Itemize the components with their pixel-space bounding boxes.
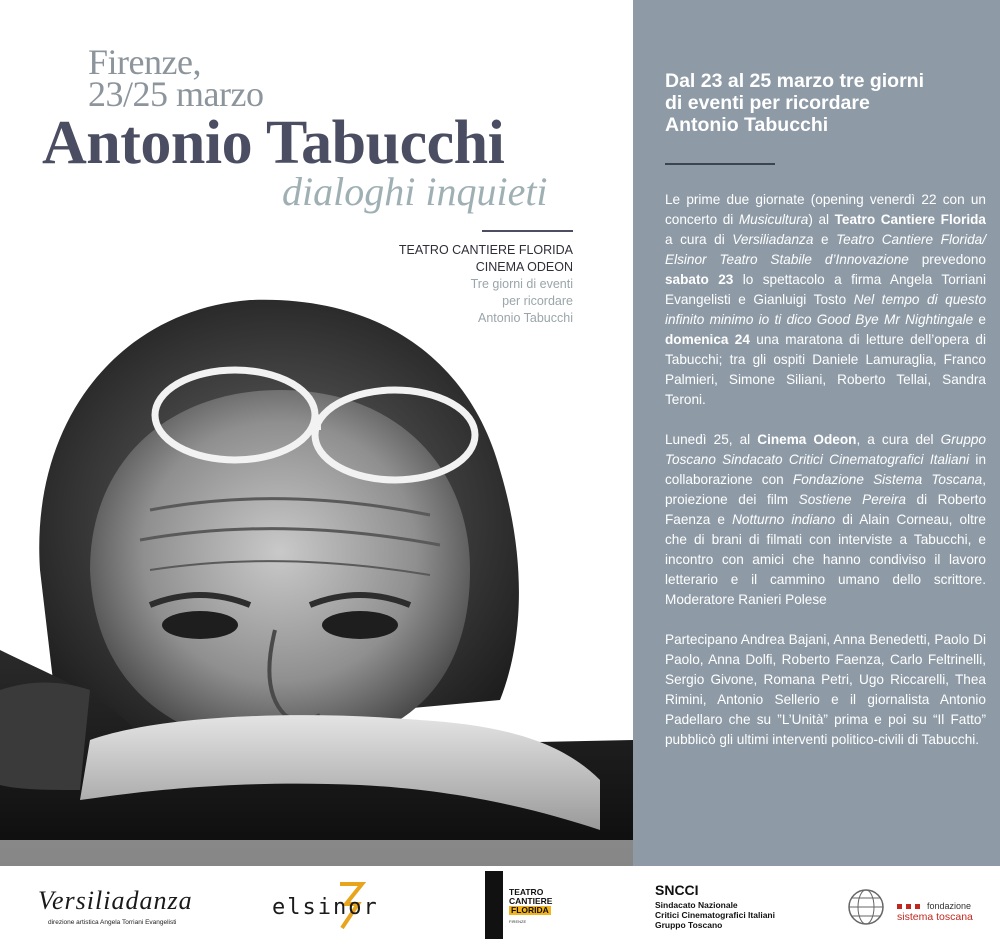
p1-run: domenica 24 bbox=[665, 332, 750, 347]
fondazione-sistema-toscana-logo bbox=[845, 866, 985, 945]
headline-divider bbox=[665, 163, 775, 165]
p2-run: Notturno indiano bbox=[732, 512, 836, 527]
sponsor-footer bbox=[0, 866, 1000, 945]
p2-run: Sostiene Pereira bbox=[798, 492, 906, 507]
p2-run: Lunedì 25, al bbox=[665, 432, 758, 447]
p1-run: Musicultura bbox=[738, 212, 809, 227]
teatro-line-1: TEATRO bbox=[509, 887, 544, 897]
headline-line-3: Antonio Tabucchi bbox=[665, 114, 829, 136]
tagline-line-2: per ricordare bbox=[502, 294, 573, 308]
teatro-florida-mark-icon bbox=[485, 871, 503, 939]
venue-cinema: CINEMA ODEON bbox=[475, 260, 573, 274]
teatro-florida-highlight: FLORIDA bbox=[511, 905, 549, 915]
versiliadanza-wordmark: Versiliadanza bbox=[38, 886, 193, 915]
teatro-florida-logo bbox=[485, 866, 575, 945]
p3-run: Partecipano Andrea Bajani, Anna Benedetti, Paolo Di Paolo, Anna Dolfi, Roberto Faenza, Carlo Feltrinelli, Sergio Givone, Romana Petri, Ugo Riccarelli, Thea Rimini, Antonio Sellerio e il giornalista Antonio Padellaro che su ”L’Unità” prima e poi su “Il Fatto” pubblicò gli ultimi interventi politico-civili di Tabucchi. bbox=[665, 632, 986, 747]
event-title: Antonio Tabucchi bbox=[42, 109, 505, 177]
paragraph-participants bbox=[665, 630, 986, 750]
tagline-line-1: Tre giorni di eventi bbox=[470, 277, 573, 291]
sncci-logo bbox=[655, 866, 815, 945]
p2-run: di Roberto Faenza e bbox=[665, 492, 987, 527]
sncci-title: SNCCI bbox=[655, 882, 699, 898]
event-subtitle: dialoghi inquieti bbox=[282, 169, 548, 214]
event-dates: 23/25 marzo bbox=[88, 74, 264, 114]
p1-run: sabato 23 bbox=[665, 272, 734, 287]
p2-run: Cinema Odeon bbox=[757, 432, 857, 447]
title-divider bbox=[482, 230, 573, 232]
p1-run: una maratona di letture dell’opera di Tabucchi; tra gli ospiti Daniele Lamuraglia, Franco Palmieri, Simone Siliani, Roberto Tellai, Sandra Teroni. bbox=[665, 332, 986, 407]
elsinor-wordmark: elsinor bbox=[272, 895, 379, 920]
p1-run: ) al bbox=[808, 212, 835, 227]
p1-run: a cura di bbox=[665, 232, 733, 247]
p2-run: di Alain Corneau, oltre che di brani di filmati con interviste a Tabucchi, e incontro con amici che hanno condiviso il lavoro letterario e il cammino umano dello scrittore. Moderatore Ranieri Polese bbox=[665, 512, 986, 607]
p2-run: , a cura del bbox=[856, 432, 941, 447]
p2-run: in collaborazione con bbox=[665, 452, 987, 487]
p2-run: Gruppo Toscano Sindacato Critici Cinematografici Italiani bbox=[665, 432, 986, 467]
sistema-toscana-label: sistema toscana bbox=[897, 911, 973, 923]
teatro-line-2: CANTIERE bbox=[509, 896, 553, 906]
versiliadanza-logo bbox=[36, 866, 236, 945]
paragraph-day-3 bbox=[665, 430, 986, 610]
p1-run: Nel tempo di questo infinito minimo io ti dico Good Bye Mr Nightingale bbox=[665, 292, 986, 327]
versiliadanza-caption: direzione artistica Angela Torriani Evangelisti bbox=[48, 919, 177, 926]
p1-run: e bbox=[973, 312, 986, 327]
p1-run: Le prime due giornate (opening venerdì 22 con un concerto di bbox=[665, 192, 986, 227]
sncci-line-2: Critici Cinematografici Italiani bbox=[655, 910, 775, 920]
p1-run: Versiliadanza bbox=[732, 232, 814, 247]
p1-run: lo spettacolo a firma Angela Torriani Evangelisti e Gianluigi Tosto bbox=[665, 272, 986, 307]
event-city: Firenze, bbox=[88, 42, 201, 82]
tagline-line-3: Antonio Tabucchi bbox=[478, 311, 573, 325]
paragraph-days-1-2 bbox=[665, 190, 986, 410]
fondazione-label: fondazione bbox=[927, 901, 972, 911]
globe-icon bbox=[847, 888, 885, 926]
elsinor-logo bbox=[272, 866, 392, 945]
sncci-line-1: Sindacato Nazionale bbox=[655, 900, 738, 910]
headline-line-2: di eventi per ricordare bbox=[665, 92, 870, 114]
p1-run: prevedono bbox=[908, 252, 986, 267]
p1-run: Teatro Cantiere Florida/ Elsinor Teatro Stabile d’Innovazione bbox=[665, 232, 986, 267]
teatro-florida-name bbox=[509, 888, 552, 906]
venue-teatro: TEATRO CANTIERE FLORIDA bbox=[398, 243, 573, 257]
p1-run: e bbox=[813, 232, 837, 247]
headline-line-1: Dal 23 al 25 marzo tre giorni bbox=[665, 70, 925, 92]
headline bbox=[665, 70, 985, 136]
info-panel bbox=[633, 0, 1000, 866]
sncci-line-3: Gruppo Toscano bbox=[655, 920, 723, 930]
dots-icon bbox=[897, 904, 925, 910]
author-portrait bbox=[0, 270, 633, 866]
body-text bbox=[665, 190, 986, 770]
p2-run: Fondazione Sistema Toscana bbox=[792, 472, 983, 487]
p2-run: , proiezione dei film bbox=[665, 472, 987, 507]
teatro-florida-city: FIRENZE bbox=[509, 919, 527, 924]
p1-run: Teatro Cantiere Florida bbox=[834, 212, 986, 227]
